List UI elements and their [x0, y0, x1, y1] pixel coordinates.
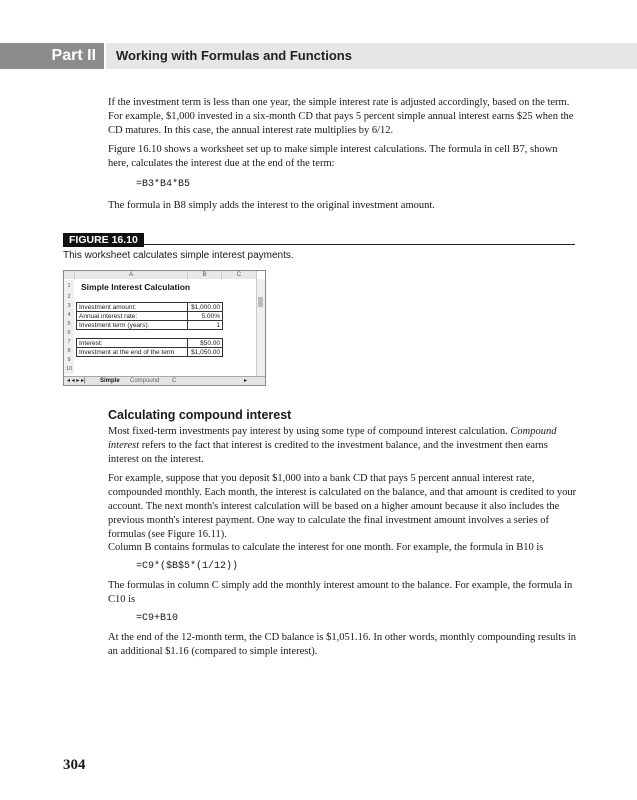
cell-value: 1	[187, 320, 223, 330]
section-paragraph-2: For example, suppose that you deposit $1,000 into a bank CD that pays 5 percent annual interest rate, compounded monthly. Each month, the interest is calculated on the balance, and that amount is credited to your account. The next month's interest calculation will be based on a higher amount because it also includes the previous month's interest payment. One way to calculate the final investment amount involves a series of formulas (see Figure 16.11).	[108, 473, 577, 540]
scroll-thumb[interactable]	[258, 297, 263, 307]
figure-label: FIGURE 16.10	[63, 230, 575, 245]
row-header: 10	[65, 366, 73, 372]
intro-paragraph-1: If the investment term is less than one year, the simple interest rate is adjusted accordingly, based on the term. For example, $1,000 invested in a six-month CD that pays 5 percent simple annual interest earns $25 when the CD matures. In this case, the annual interest rate multiplies by 6/12.	[108, 97, 574, 136]
row-header: 7	[64, 338, 74, 347]
intro-paragraph-3: The formula in B8 simply adds the interest to the original investment amount.	[108, 200, 435, 211]
row-header: 9	[64, 356, 74, 365]
figure-caption: This worksheet calculates simple interest payments.	[63, 250, 294, 261]
cell-label: Interest:	[76, 338, 188, 348]
tab-compound[interactable]: Compound	[130, 378, 160, 384]
cell-value: $50.00	[187, 338, 223, 348]
cell-value: $1,050.00	[187, 347, 223, 357]
section-paragraph-1: Most fixed-term investments pay interest by using some type of compound interest calculation. Compound interest refers to the fact that interest is credited to the investment balance, and the investment then earns interest on the interest.	[108, 426, 557, 465]
section-heading: Calculating compound interest	[108, 408, 292, 422]
intro-paragraph-2: Figure 16.10 shows a worksheet set up to make simple interest calculations. The formula in cell B7, shown here, calculates the interest due at the end of the term:	[108, 144, 558, 169]
vertical-scrollbar[interactable]	[256, 279, 265, 377]
cell-label: Investment amount:	[76, 302, 188, 312]
column-header-a: A	[75, 271, 188, 279]
cell-value: 5.00%	[187, 311, 223, 321]
tab-nav-arrows-icon[interactable]: ◂ ◂ ▸ ▸|	[67, 378, 86, 384]
column-header-c: C	[222, 271, 257, 279]
sheet-tab-bar	[64, 376, 265, 385]
row-header: 1	[64, 280, 74, 293]
cell-label: Investment at the end of the term	[76, 347, 188, 357]
section-paragraph-5: At the end of the 12-month term, the CD balance is $1,051.16. In other words, monthly compounding results in an additional $1.16 (compared to simple interest).	[108, 632, 577, 657]
hscroll-right-icon[interactable]: ▸	[244, 378, 248, 384]
formula-code-b10: =C9*($B$5*(1/12))	[136, 561, 239, 572]
row-header: 6	[64, 329, 74, 338]
section-paragraph-4: The formulas in column C simply add the monthly interest amount to the balance. For example, the formula in C10 is	[108, 580, 573, 605]
row-header: 3	[64, 302, 74, 311]
row-header: 4	[64, 311, 74, 320]
formula-code-c10: =C9+B10	[136, 613, 179, 624]
row-header: 2	[64, 293, 74, 302]
cell-label: Annual interest rate:	[76, 311, 188, 321]
tab-simple[interactable]: Simple	[100, 378, 120, 384]
chapter-title: Working with Formulas and Functions	[106, 43, 637, 69]
row-header: 8	[64, 347, 74, 356]
worksheet-screenshot	[63, 270, 266, 386]
tab-third[interactable]: C	[172, 378, 177, 384]
formula-code-b7: =B3*B4*B5	[136, 179, 191, 190]
corner-cell	[64, 271, 75, 279]
cell-label: Investment term (years):	[76, 320, 188, 330]
cell-value: $1,000.00	[187, 302, 223, 312]
part-label: Part II	[0, 43, 104, 69]
row-header: 5	[64, 320, 74, 329]
sheet-title: Simple Interest Calculation	[81, 282, 191, 292]
running-header	[0, 43, 637, 69]
page-number: 304	[63, 757, 86, 773]
column-header-b: B	[188, 271, 222, 279]
section-paragraph-3: Column B contains formulas to calculate the interest for one month. For example, the formula in B10 is	[108, 542, 544, 553]
